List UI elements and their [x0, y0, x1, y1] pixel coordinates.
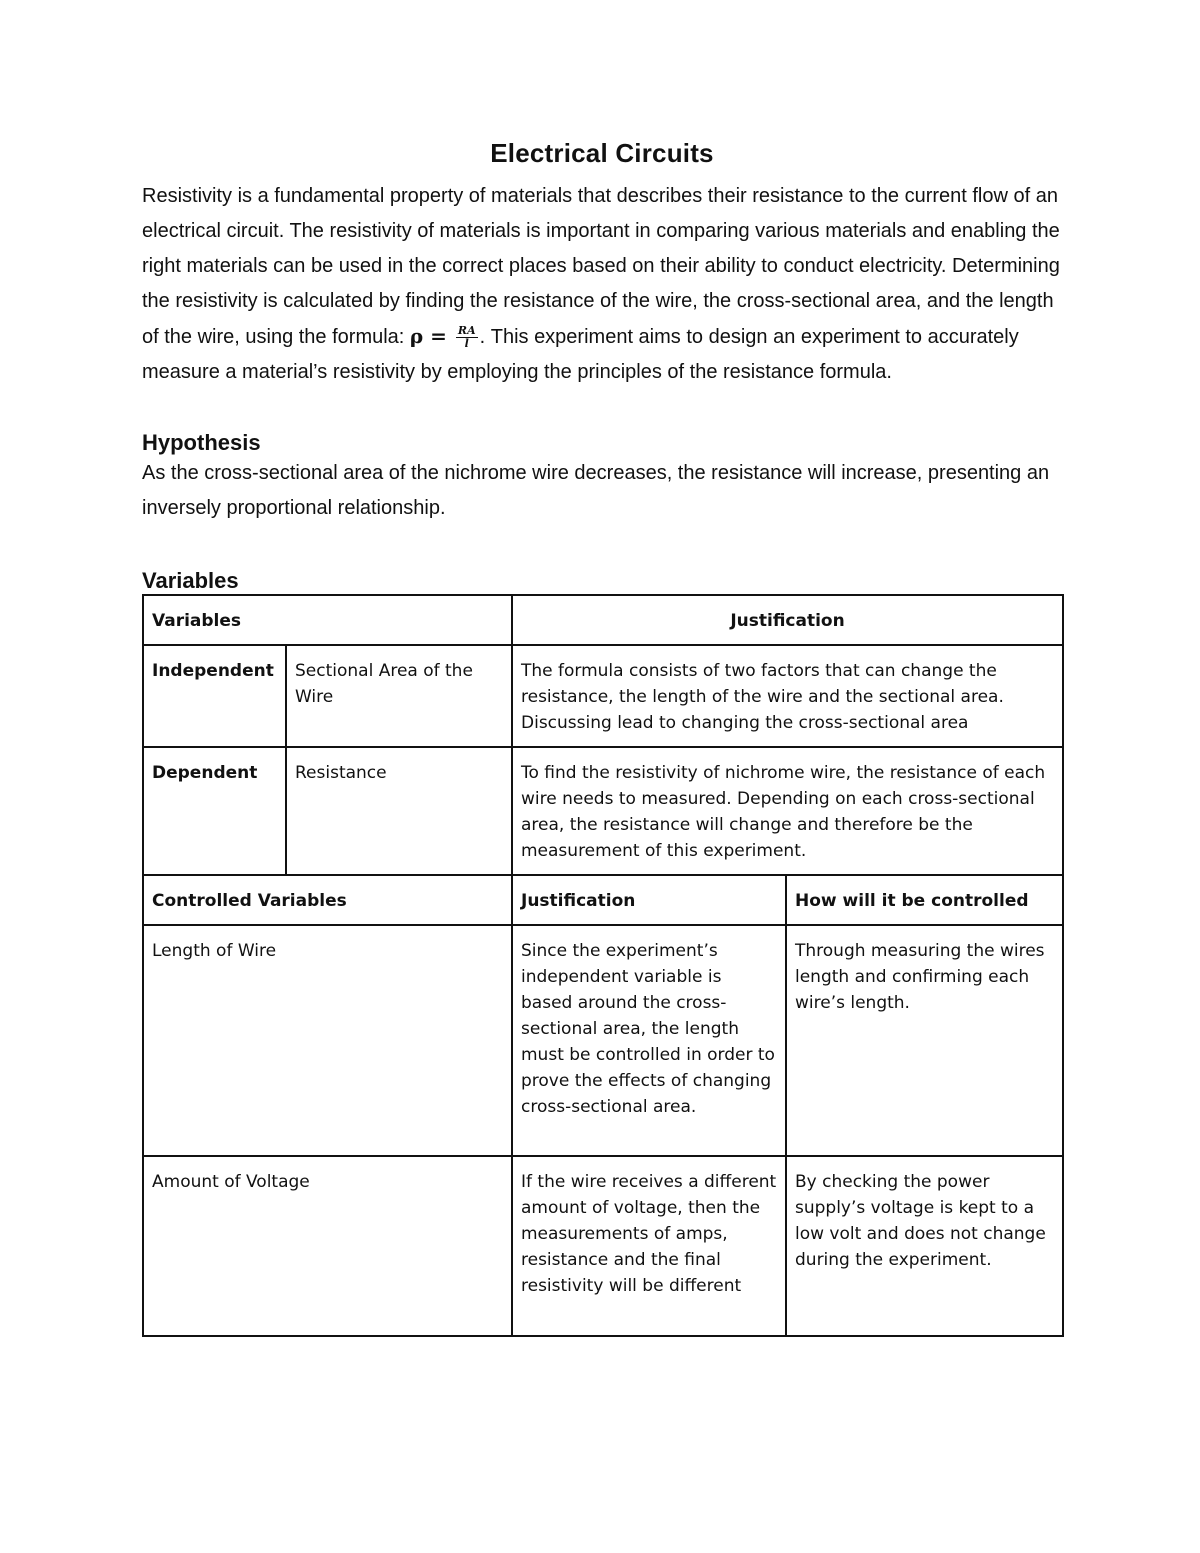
controlled-header-variables: Controlled Variables	[143, 875, 512, 925]
dependent-justification: To find the resistivity of nichrome wire, the resistance of each wire needs to measured. Depending on each cross-sectional area, the resistance will change and therefore be the measurement of this experiment.	[512, 747, 1063, 875]
hypothesis-heading: Hypothesis	[142, 430, 261, 455]
variables-heading: Variables	[142, 568, 239, 593]
controlled-header-method: How will it be controlled	[786, 875, 1063, 925]
intro-text-1: Resistivity is a fundamental property of materials that describes their resistance to the current flow of an electrical circuit. The resistivity of materials is important in comparing various materials and enabling the right materials can be used in the correct places based on their ability to conduct electricity. Determining the resistivity is calculated by finding the resistance of the wire, the cross-sectional area, and the length of the wire, using the formula:	[142, 185, 1060, 348]
document-page	[142, 138, 1062, 1337]
formula-fraction	[456, 325, 478, 350]
intro-text-2: . This experiment aims to design an experiment to accurately measure a material’s resistivity by employing the principles of the resistance formula.	[142, 326, 1019, 383]
header-justification: Justification	[512, 595, 1063, 645]
formula-lhs: ρ =	[409, 324, 447, 348]
independent-label: Independent	[143, 645, 286, 747]
controlled-method: Through measuring the wires length and confirming each wire’s length.	[786, 925, 1063, 1156]
controlled-method: By checking the power supply’s voltage is kept to a low volt and does not change during the experiment.	[786, 1156, 1063, 1336]
resistivity-formula	[410, 324, 480, 348]
table-row	[143, 925, 1063, 1156]
table-row	[143, 1156, 1063, 1336]
variables-table	[142, 594, 1064, 1337]
independent-variable: Sectional Area of the Wire	[286, 645, 512, 747]
table-row-independent	[143, 645, 1063, 747]
controlled-variable: Amount of Voltage	[143, 1156, 512, 1336]
dependent-variable: Resistance	[286, 747, 512, 875]
controlled-justification: If the wire receives a different amount of voltage, then the measurements of amps, resistance and the final resistivity will be different	[512, 1156, 786, 1336]
controlled-variable: Length of Wire	[143, 925, 512, 1156]
table-header-row	[143, 595, 1063, 645]
controlled-header-row	[143, 875, 1063, 925]
formula-numerator: RA	[457, 324, 476, 337]
intro-paragraph	[142, 179, 1062, 390]
controlled-justification: Since the experiment’s independent variable is based around the cross-sectional area, the length must be controlled in order to prove the effects of changing cross-sectional area.	[512, 925, 786, 1156]
formula-denominator: l	[464, 337, 469, 350]
header-variables: Variables	[143, 595, 512, 645]
page-title: Electrical Circuits	[490, 138, 714, 168]
dependent-label: Dependent	[143, 747, 286, 875]
independent-justification: The formula consists of two factors that can change the resistance, the length of the wire and the sectional area. Discussing lead to changing the cross-sectional area	[512, 645, 1063, 747]
controlled-header-justification: Justification	[512, 875, 786, 925]
hypothesis-text: As the cross-sectional area of the nichrome wire decreases, the resistance will increase, presenting an inversely proportional relationship.	[142, 462, 1050, 519]
table-row-dependent	[143, 747, 1063, 875]
